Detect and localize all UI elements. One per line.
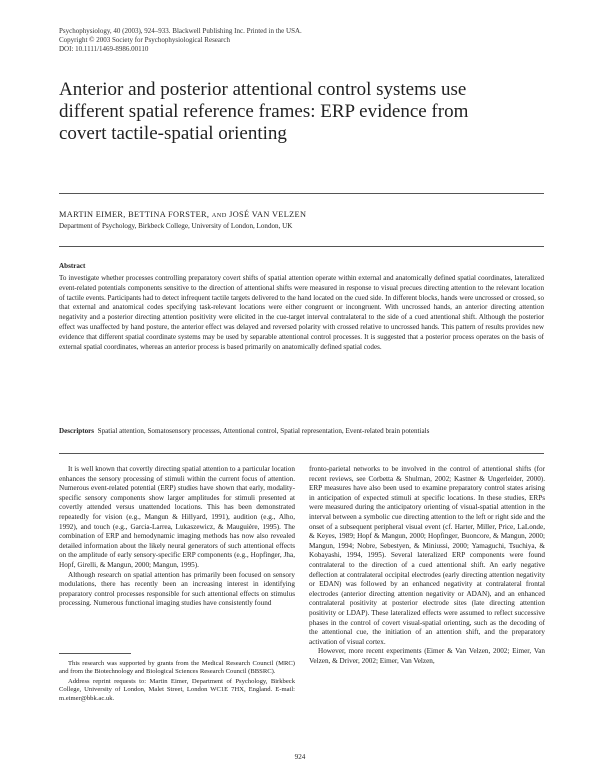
keywords-label: Descriptors (59, 427, 95, 435)
title-line-3: covert tactile-spatial orienting (59, 123, 287, 144)
body-column-left (59, 465, 295, 609)
keywords-text: Spatial attention, Somatosensory processes, Attentional control, Spatial representation, Event-related brain potentials (97, 427, 430, 435)
article-title (59, 79, 539, 145)
copyright-line: Copyright © 2003 Society for Psychophysiological Research (59, 36, 230, 44)
journal-header (59, 27, 539, 54)
authors-part-1: MARTIN EIMER, BETTINA FORSTER, (59, 210, 210, 219)
body-paragraph: Although research on spatial attention has primarily been focused on sensory modulations, there has recently been an increasing interest in identifying preparatory control processes responsible for such attentional effects on stimulus processing. Numerous functional imaging studies have consistently found (59, 570, 295, 608)
title-line-1: Anterior and posterior attentional control systems use (59, 79, 467, 100)
body-paragraph: However, more recent experiments (Eimer & Van Velzen, 2002; Eimer, Van Velzen, & Driver, 2002; Eimer, Van Velzen, (309, 647, 545, 665)
address-footnote: Address reprint requests to: Martin Eimer, Department of Psychology, Birkbeck College, University of London, Malet Street, London WC1E 7HX, England. E-mail: m.eimer@bbk.ac.uk. (59, 677, 295, 702)
funding-footnote: This research was supported by grants from the Medical Research Council (MRC) and from the Biotechnology and Biological Sciences Research Council (BBSRC). (59, 660, 295, 676)
abstract-text: To investigate whether processes controlling preparatory covert shifts of spatial attention operate within external and anatomically defined spatial coordinates, lateralized event-related potentials components sensitive to the direction of attentional shifts were measured in response to visual precues directing attention to the relevant location of tactile events. Participants had to detect infrequent tactile targets delivered to the hand located on the cued side. In different blocks, hands were uncrossed or crossed, so that external and anatomical codes specifying task-relevant locations were either congruent or incongruent. With uncrossed hands, an anterior directing attention negativity and a posterior directing attention positivity were elicited in the cue-target interval contralateral to the side of a cued attentional shift. Although the posterior effect was unaffected by hand posture, the anterior effect was delayed and reversed polarity with crossed relative to uncrossed hands. This pattern of results provides new evidence that different spatial coordinate systems may be used by separable attentional control processes. It is suggested that a posterior process operates on the basis of external spatial coordinates, whereas an anterior process is based primarily on anatomically defined spatial codes. (59, 274, 544, 351)
body-column-right (309, 465, 545, 666)
authors-part-2: JOSÉ VAN VELZEN (229, 210, 307, 219)
title-line-2: different spatial reference frames: ERP evidence from (59, 101, 469, 122)
footnote-rule (59, 653, 131, 654)
abstract-rule-bottom (59, 453, 544, 454)
footnotes (59, 660, 295, 704)
body-paragraph: fronto-parietal networks to be involved in the control of attentional shifts (for recent reviews, see Corbetta & Shulman, 2002; Kastner & Ungerleider, 2000). ERP measures have also been used to examine preparatory control states arising in anticipation of expected stimuli at specific locations. In these studies, ERPs were measured during the anticipatory orienting of visual-spatial attention in the interval between a symbolic cue directing attention to the left or right side and the onset of a subsequent peripheral visual event (cf. Harter, Miller, Price, LaLonde, & Keyes, 1989; Hopf & Mangun, 2000; Hopfinger, Buoncore, & Mangun, 2000; Mangun, 1994; Nobre, Sebestyen, & Miniussi, 2000; Yamaguchi, Tsuchiya, & Kobayashi, 1994, 1995). Several lateralized ERP components were found contralateral to the direction of a cued attentional shift. An early negative deflection at contralateral occipital electrodes (early directing attention negativity or EDAN) was followed by an enhanced negativity at contralateral frontal electrodes (anterior directing attention negativity or ADAN), and an enhanced contralateral positivity at posterior electrode sites (late directing attention positivity or LDAP). These lateralized effects were assumed to reflect successive phases in the control of covert visual-spatial orienting, such as the decoding of the attentional cue, the initiation of an attention shift, and the preparatory activation of visual cortex. (309, 465, 545, 646)
journal-citation: Psychophysiology, 40 (2003), 924–933. Blackwell Publishing Inc. Printed in the USA. (59, 27, 302, 35)
title-rule (59, 193, 544, 194)
authors-and: AND (211, 212, 227, 219)
abstract-rule-top (59, 246, 544, 247)
author-list (59, 209, 544, 221)
doi-line: DOI: 10.1111/1469-8986.00110 (59, 45, 149, 53)
page-number: 924 (294, 753, 306, 761)
body-paragraph: It is well known that covertly directing spatial attention to a particular location enhances the sensory processing of stimuli within the current focus of attention. Numerous event-related potential (ERP) studies have shown that early, modality-specific sensory components show larger amplitudes for stimuli presented at covertly attended versus unattended locations. This has been demonstrated repeatedly for vision (e.g., Mangun & Hillyard, 1991), audition (e.g., Alho, 1992), and touch (e.g., Garcia-Larrea, Lukaszewicz, & Mauguière, 1995). The combination of ERP and hemodynamic imaging methods has now also revealed detailed information about the likely neural generators of such attentional effects on the amplitude of early sensory-specific ERP components (e.g., Hopfinger, Jha, Hopf, Girelli, & Mangun, 2000; Mangun, 1995). (59, 465, 295, 569)
affiliation: Department of Psychology, Birkbeck College, University of London, London, UK (59, 222, 293, 230)
abstract-heading: Abstract (59, 262, 86, 270)
keywords (59, 427, 544, 437)
